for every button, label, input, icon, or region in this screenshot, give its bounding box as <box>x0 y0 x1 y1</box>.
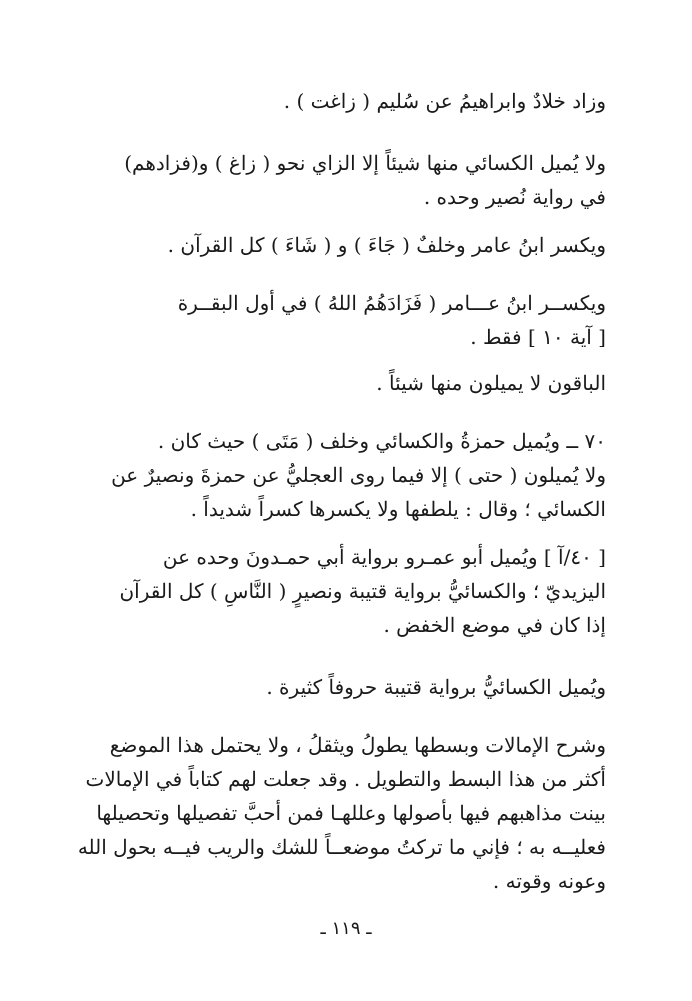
paragraph-9 <box>40 728 606 898</box>
text-line: وشرح الإمالات وبسطها يطولُ ويثقلُ ، ولا يحتمل هذا الموضع <box>109 733 606 757</box>
text-line: [ آية ١٠ ] فقط . <box>470 325 606 349</box>
text-line: ويكســر ابنُ عـــامر ( فَزَادَهُمُ اللهُ ) في أول البقــرة <box>177 291 606 315</box>
text-line: وزاد خلادٌ وابراهيمُ عن سُليم ( زاغت ) . <box>283 89 606 113</box>
text-line: ويكسر ابنُ عامر وخلفٌ ( جَاءَ ) و ( شَاءَ ) كل القرآن . <box>167 233 606 257</box>
paragraph-2 <box>40 146 606 214</box>
text-line: الباقون لا يميلون منها شيئاً . <box>376 371 606 395</box>
text-line: بينت مذاهبهم فيها بأصولها وعللهـا فمن أحبَّ تفصيلها وتحصيلها <box>96 801 606 825</box>
paragraph-5 <box>40 366 606 400</box>
text-line: ولا يُميل الكسائي منها شيئاً إلا الزاي نحو ( زاغ ) و(فزادهم) <box>124 151 606 175</box>
text-line: ٧٠ ــ ويُميل حمزةُ والكسائي وخلف ( مَتَى ) حيث كان . <box>157 429 606 453</box>
text-line: [ ٤٠/آ ] ويُميل أبو عمـرو برواية أبي حمـدونَ وحده عن <box>162 545 606 569</box>
paragraph-1 <box>40 84 606 118</box>
paragraph-3 <box>40 228 606 262</box>
text-line: إذا كان في موضع الخفض . <box>383 613 606 637</box>
text-line: وعونه وقوته . <box>492 869 606 893</box>
text-line: فعليــه به ؛ فإني ما تركتُ موضعــاً للشك والريب فيــه بحول الله <box>77 835 606 859</box>
paragraph-4 <box>40 286 606 354</box>
text-line: في رواية نُصير وحده . <box>423 185 606 209</box>
text-line: ولا يُميلون ( حتى ) إلا فيما روى العجليُّ عن حمزةَ ونصيرٌ عن <box>111 463 606 487</box>
paragraph-7 <box>40 540 606 642</box>
page-number: ـ ١١٩ ـ <box>320 918 372 939</box>
text-line: الكسائي ؛ وقال : يلطفها ولا يكسرها كسراً شديداً . <box>190 497 606 521</box>
text-line: أكثر من هذا البسط والتطويل . وقد جعلت لهم كتاباً في الإمالات <box>85 767 606 791</box>
text-line: ويُميل الكسائيُّ برواية قتيبة حروفاً كثيرة . <box>266 675 606 699</box>
paragraph-8 <box>40 670 606 704</box>
text-line: اليزيديّ ؛ والكسائيُّ برواية قتيبة ونصيرٍ ( النَّاسِ ) كل القرآن <box>119 579 606 603</box>
paragraph-6 <box>40 424 606 526</box>
